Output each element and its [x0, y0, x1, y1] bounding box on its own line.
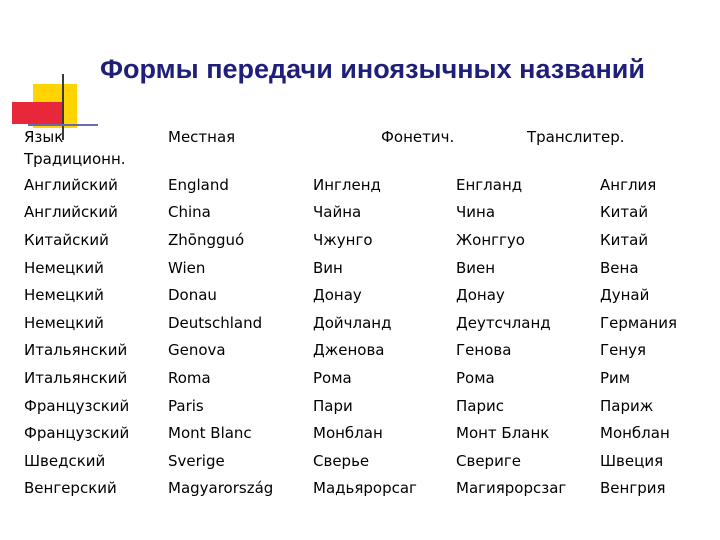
cell-phonetic: Донау [313, 286, 362, 305]
cell-local: Roma [168, 368, 211, 387]
cell-language: Французский [24, 424, 130, 443]
cell-phonetic: Пари [313, 396, 353, 415]
cell-language: Английский [24, 203, 118, 222]
cell-transliterated: Парис [456, 396, 504, 415]
header-local: Местная [168, 128, 236, 146]
cell-traditional: Англия [600, 175, 657, 194]
header-phonetic: Фонетич. [381, 128, 455, 146]
cell-phonetic: Чжунго [313, 230, 373, 249]
cell-traditional: Рим [600, 368, 631, 387]
cell-language: Французский [24, 396, 130, 415]
cell-language: Итальянский [24, 341, 128, 360]
cell-local: Deutschland [168, 313, 263, 332]
cell-traditional: Генуя [600, 341, 647, 360]
cell-transliterated: Деутсчланд [456, 313, 551, 332]
header-language: Язык [24, 128, 64, 146]
table-row [24, 171, 700, 199]
cell-local: Donau [168, 286, 217, 305]
cell-traditional: Вена [600, 258, 639, 277]
cell-transliterated: Генова [456, 341, 512, 360]
decor-red-rectangle [12, 102, 62, 124]
cell-traditional: Швеция [600, 451, 664, 470]
cell-transliterated: Свериге [456, 451, 521, 470]
cell-transliterated: Рома [456, 368, 495, 387]
table-row [24, 226, 700, 254]
cell-language: Итальянский [24, 368, 128, 387]
cell-language: Немецкий [24, 286, 104, 305]
cell-local: China [168, 203, 211, 222]
cell-transliterated: Енгланд [456, 175, 523, 194]
cell-transliterated: Донау [456, 286, 505, 305]
cell-language: Немецкий [24, 313, 104, 332]
cell-language: Шведский [24, 451, 106, 470]
cell-local: Paris [168, 396, 204, 415]
cell-local: Mont Blanc [168, 424, 252, 443]
table-row [24, 447, 700, 475]
cell-traditional: Китай [600, 203, 649, 222]
cell-phonetic: Ингленд [313, 175, 381, 194]
cell-local: Sverige [168, 451, 225, 470]
table-row [24, 254, 700, 282]
cell-traditional: Венгрия [600, 479, 666, 498]
names-table [24, 171, 700, 502]
table-row [24, 392, 700, 420]
cell-traditional: Париж [600, 396, 654, 415]
table-row [24, 419, 700, 447]
table-row [24, 309, 700, 337]
cell-phonetic: Монблан [313, 424, 383, 443]
cell-local: England [168, 175, 229, 194]
table-row [24, 281, 700, 309]
cell-transliterated: Жонггуо [456, 230, 525, 249]
cell-traditional: Германия [600, 313, 677, 332]
cell-phonetic: Дженова [313, 341, 385, 360]
slide-title: Формы передачи иноязычных названий [100, 54, 645, 84]
cell-phonetic: Мадьярорсаг [313, 479, 417, 498]
cell-traditional: Монблан [600, 424, 670, 443]
cell-local: Zhōngguó [168, 230, 245, 249]
cell-traditional: Дунай [600, 286, 650, 305]
table-header [0, 126, 720, 172]
cell-transliterated: Чина [456, 203, 496, 222]
cell-phonetic: Рома [313, 368, 352, 387]
cell-language: Венгерский [24, 479, 117, 498]
cell-traditional: Китай [600, 230, 649, 249]
header-transliterated: Транслитер. [527, 128, 625, 146]
table-row [24, 475, 700, 503]
cell-local: Magyarország [168, 479, 274, 498]
cell-transliterated: Магиярорсзаг [456, 479, 567, 498]
cell-language: Немецкий [24, 258, 104, 277]
cell-local: Wien [168, 258, 206, 277]
cell-language: Английский [24, 175, 118, 194]
table-row [24, 337, 700, 365]
header-traditional: Традиционн. [24, 150, 126, 168]
cell-local: Genova [168, 341, 226, 360]
cell-phonetic: Чайна [313, 203, 362, 222]
cell-language: Китайский [24, 230, 109, 249]
table-row [24, 199, 700, 227]
cell-transliterated: Виен [456, 258, 496, 277]
table-row [24, 364, 700, 392]
cell-phonetic: Дойчланд [313, 313, 392, 332]
cell-phonetic: Сверье [313, 451, 370, 470]
cell-phonetic: Вин [313, 258, 343, 277]
cell-transliterated: Монт Бланк [456, 424, 550, 443]
